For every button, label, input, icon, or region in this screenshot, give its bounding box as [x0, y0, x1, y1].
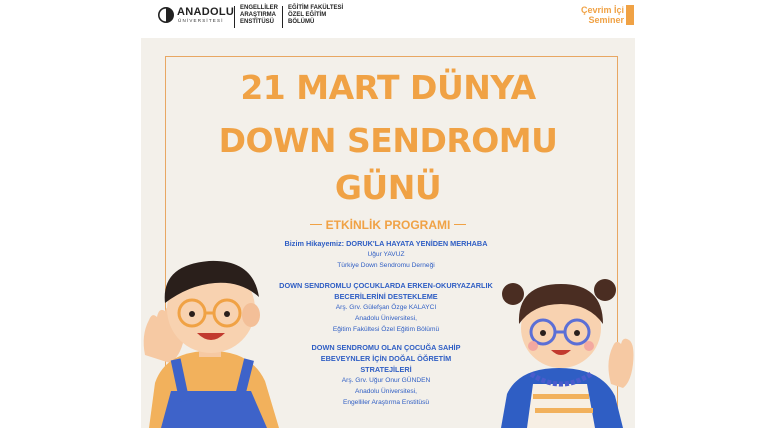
poster-title-line3: GÜNÜ — [334, 168, 442, 207]
talk-title: STRATEJİLERİ — [360, 365, 412, 374]
online-accent-bar — [626, 5, 634, 25]
faculty-name: EĞİTİM FAKÜLTESİ ÖZEL EĞİTİM BÖLÜMÜ — [288, 5, 344, 25]
institute-name: ENGELLİLER ARAŞTIRMA ENSTİTÜSÜ — [240, 5, 279, 25]
poster-title-line1: 21 MART DÜNYA — [240, 68, 536, 107]
talk-2 — [261, 280, 511, 335]
talk-title: Bizim Hikayemiz: DORUK'LA HAYATA YENİDEN MERHABA — [284, 239, 488, 248]
divider — [282, 6, 283, 28]
talk-title: DOWN SENDROMU OLAN ÇOCUĞA SAHİP — [311, 343, 461, 352]
poster — [141, 38, 635, 428]
poster-title-line2: DOWN SENDROMU — [218, 121, 558, 160]
talk-speaker: Arş. Grv. Gülefşan Özge KALAYCI — [335, 304, 437, 311]
talk-title: EBEVEYNLER İÇİN DOĞAL ÖĞRETİM — [320, 354, 452, 363]
girl-illustration — [491, 266, 635, 428]
header-bar — [0, 0, 776, 36]
talk-affiliation: Eğitim Fakültesi Özel Eğitim Bölümü — [332, 326, 440, 333]
talk-1 — [261, 238, 511, 271]
talk-affiliation: Anadolu Üniversitesi, — [355, 388, 417, 395]
talk-3 — [261, 342, 511, 408]
talk-title: BECERİLERİNİ DESTEKLEME — [334, 292, 438, 301]
talk-title: DOWN SENDROMLU ÇOCUKLARDA ERKEN-OKURYAZARLIK — [279, 281, 493, 290]
program-heading: ETKİNLİK PROGRAMI — [141, 216, 635, 234]
online-seminer-label: Çevrim İçi Seminer — [580, 5, 624, 25]
talk-speaker: Uğur YAVUZ — [367, 251, 405, 258]
talk-affiliation: Türkiye Down Sendromu Derneği — [337, 262, 435, 269]
anadolu-logo-icon — [158, 7, 174, 23]
boy-illustration — [141, 243, 286, 428]
university-name: ANADOLU — [177, 6, 235, 18]
talk-affiliation: Engelliler Araştırma Enstitüsü — [342, 399, 430, 406]
divider — [234, 6, 235, 28]
university-sub: ÜNİVERSİTESİ — [178, 18, 224, 23]
talk-affiliation: Anadolu Üniversitesi, — [355, 315, 417, 322]
talk-speaker: Arş. Grv. Uğur Onur GÜNDEN — [341, 377, 431, 384]
